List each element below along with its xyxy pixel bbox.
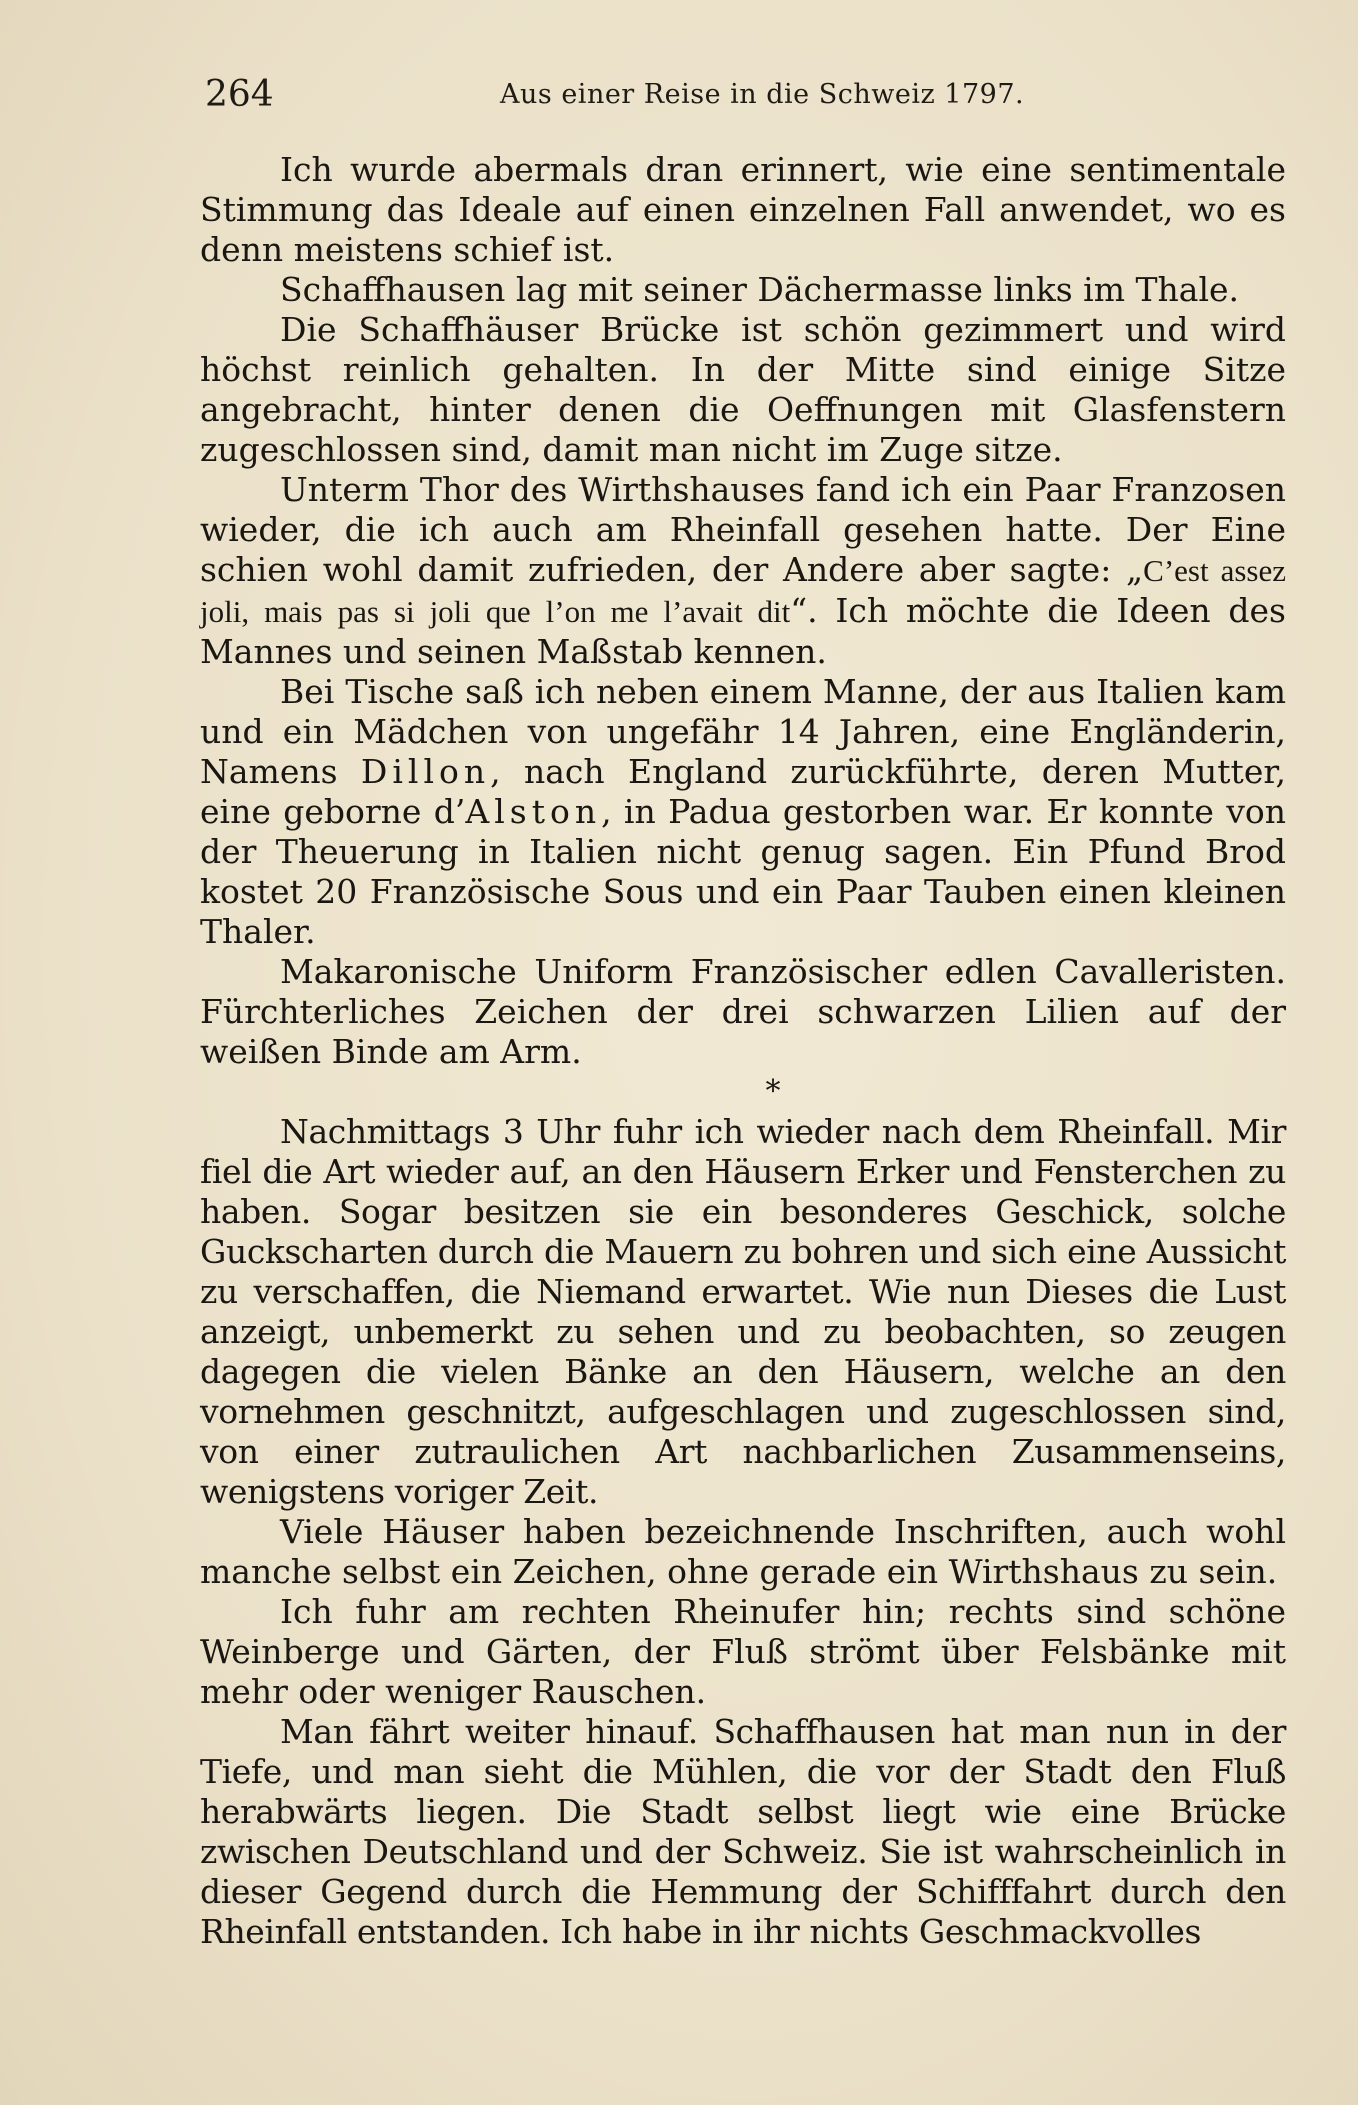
paragraph-names (200, 672, 1286, 952)
text-span: , nach England zurückführte, deren Mutter, eine geborne d’ (200, 752, 1286, 831)
paragraph: Ich fuhr am rechten Rheinufer hin; rechts sind schöne Weinberge und Gärten, der Fluß strömt über Felsbänke mit mehr oder weniger Rauschen. (200, 1592, 1286, 1711)
body-text (200, 150, 1286, 1952)
text-span: “. Ich möchte die Ideen des Mannes und seinen Maßstab kennen. (200, 591, 1286, 671)
name-alston: Alston (465, 792, 602, 831)
text-span: , in Padua gestorben war. Er konnte von der Theuerung in Italien nicht genug sagen. Ein Pfund Brod kostet 20 Französische Sous und ein Paar Tauben einen kleinen Thaler. (200, 792, 1286, 951)
text-span: Unterm Thor des Wirthshauses fand ich ein Paar Franzosen wieder, die ich auch am Rheinfall gesehen hatte. Der Eine schien wohl damit zufrieden, der Andere aber sagte: „ (200, 470, 1286, 589)
page-number: 264 (205, 74, 274, 115)
paragraph-quote (200, 470, 1286, 672)
paragraph: Viele Häuser haben bezeichnende Inschriften, auch wohl manche selbst ein Zeichen, ohne gerade ein Wirthshaus zu sein. (200, 1512, 1286, 1591)
paragraph: Ich wurde abermals dran erinnert, wie eine sentimentale Stimmung das Ideale auf einen einzelnen Fall anwendet, wo es denn meistens schief ist. (200, 150, 1286, 269)
french-quote: C’est assez joli, mais pas si joli que l’on me l’avait dit (200, 553, 1286, 629)
running-head: Aus einer Reise in die Schweiz 1797. (500, 79, 1025, 110)
paragraph: Die Schaffhäuser Brücke ist schön gezimmert und wird höchst reinlich gehalten. In der Mitte sind einige Sitze angebracht, hinter denen die Oeffnungen mit Glasfenstern zugeschlossen sind, damit man nicht im Zuge sitze. (200, 310, 1286, 469)
name-dillon: Dillon (360, 752, 491, 791)
paragraph: Makaronische Uniform Französischer edlen Cavalleristen. Fürchterliches Zeichen der drei schwarzen Lilien auf der weißen Binde am Arm. (200, 952, 1286, 1071)
page-header (205, 70, 1285, 120)
section-separator: * (765, 1074, 781, 1109)
paragraph: Nachmittags 3 Uhr fuhr ich wieder nach dem Rheinfall. Mir fiel die Art wieder auf, an den Häusern Erker und Fensterchen zu haben. Sogar besitzen sie ein besonderes Geschick, solche Guckscharten durch die Mauern zu bohren und sich eine Aussicht zu verschaffen, die Niemand erwartet. Wie nun Dieses die Lust anzeigt, unbemerkt zu sehen und zu beobachten, so zeugen dagegen die vielen Bänke an den Häusern, welche an den vornehmen geschnitzt, aufgeschlagen und zugeschlossen sind, von einer zutraulichen Art nachbarlichen Zusammenseins, wenigstens voriger Zeit. (200, 1112, 1286, 1511)
paragraph: Schaffhausen lag mit seiner Dächermasse links im Thale. (280, 270, 1240, 309)
paragraph: Man fährt weiter hinauf. Schaffhausen hat man nun in der Tiefe, und man sieht die Mühlen, die vor der Stadt den Fluß herabwärts liegen. Die Stadt selbst liegt wie eine Brücke zwischen Deutschland und der Schweiz. Sie ist wahrscheinlich in dieser Gegend durch die Hemmung der Schifffahrt durch den Rheinfall entstanden. Ich habe in ihr nichts Geschmackvolles (200, 1712, 1286, 1951)
text-span: Bei Tische saß ich neben einem Manne, der aus Italien kam und ein Mädchen von ungefähr 14 Jahren, eine Engländerin, Namens (200, 672, 1286, 791)
